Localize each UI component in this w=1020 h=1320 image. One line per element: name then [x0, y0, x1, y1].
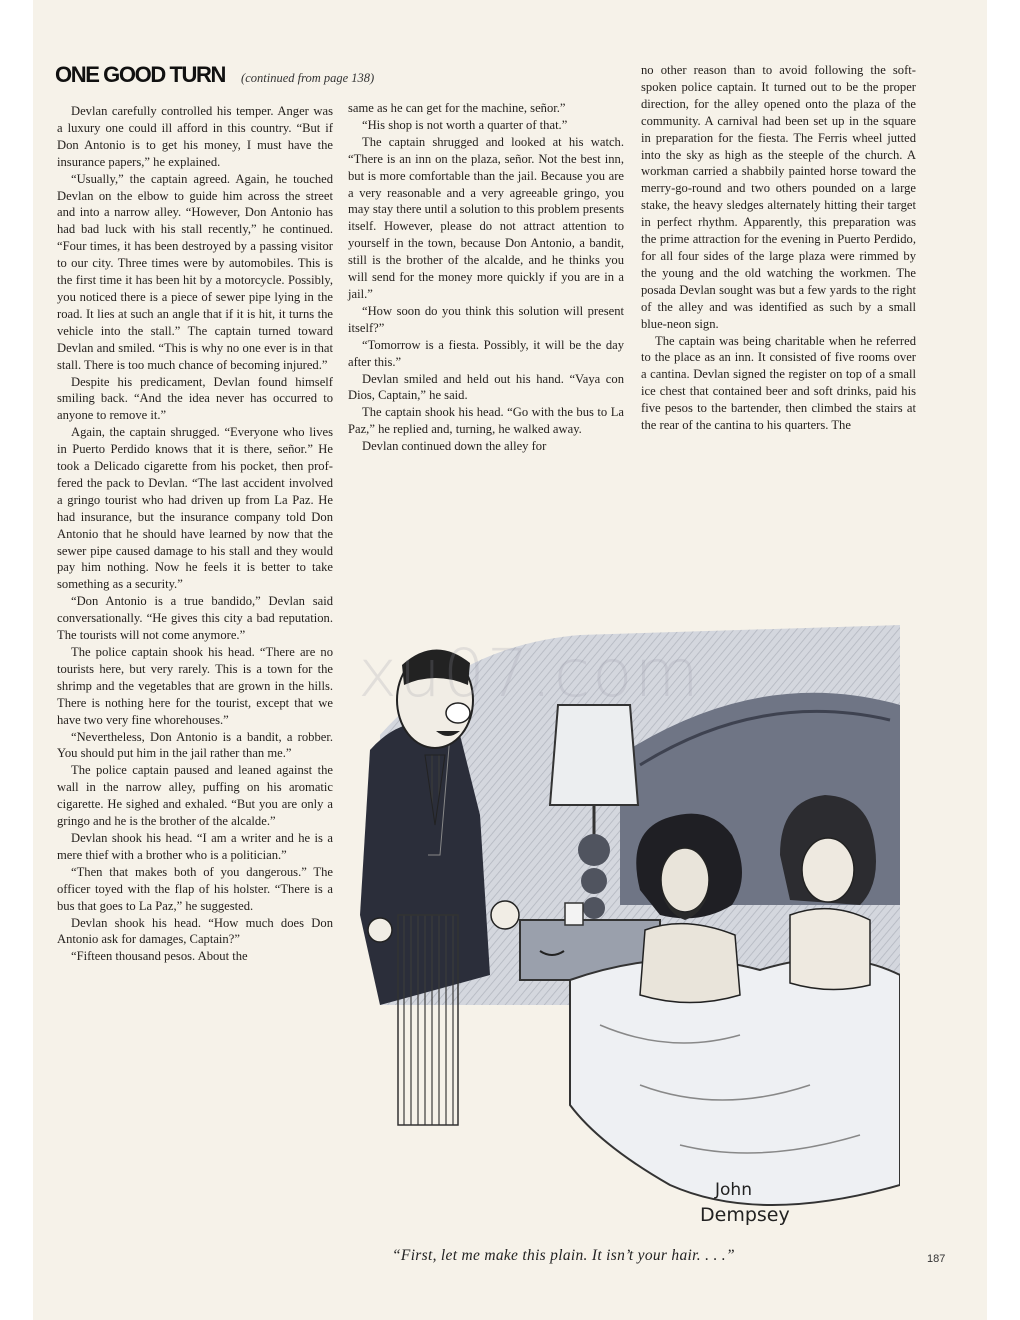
paragraph: “How soon do you think this solution will present itself?”	[348, 303, 624, 335]
paragraph: Devlan carefully controlled his temper. Anger was a luxury one could ill afford in this country. “But if Don Antonio is to get his money, I must have the insurance papers,” he explained.	[57, 104, 333, 169]
cartoon-drawing	[340, 585, 900, 1245]
watermark: xu07.com	[358, 635, 701, 712]
paragraph: The captain was being charitable when he referred to the place as an inn. It consisted of five rooms over a cantina. Devlan signed the register on top of a small ice chest that contained beer and soft drinks, paid his five pesos to the bartender, then climbed the stairs at the rear of the cantina to his quarters. The	[641, 333, 916, 433]
paragraph: The police captain shook his head. “There are no tourists here, but very rarely. This is a town for the shrimp and the vegetables that are grown in the hills. There is nothing here for the tourist, except that we have two very fine whorehouses.”	[57, 645, 333, 727]
paragraph: Devlan shook his head. “How much does Don Antonio ask for damages, Captain?”	[57, 915, 333, 947]
paragraph: “His shop is not worth a quarter of that.”	[362, 117, 568, 132]
paragraph: “Usually,” the captain agreed. Again, he touched Devlan on the elbow to guide him across the street and into a narrow alley. “However, Don Antonio has had bad luck with his stall recently,” he continued. “Four times, it has been destroyed by a passing visitor to our city. Three times were by automobiles. This is the first time it has been hit by a motorcycle. Possibly, you noticed there is a piece of sewer pipe lying in the road. It lies at such an angle that if it is hit, it turns the vehicle into the stall.” The captain turned toward Devlan and smiled. “This is why no one ever is in that stall. There is too much chance of becoming injured.”	[57, 171, 333, 372]
paragraph: “Don Antonio is a true bandido,” Devlan said conversationally. “He gives this city a bad reputation. The tourists will not come anymore.”	[57, 594, 333, 643]
paragraph: “Tomorrow is a fiesta. Possibly, it will be the day after this.”	[348, 337, 624, 369]
paragraph: same as he can get for the machine, señor.”	[348, 101, 566, 115]
column-1-body	[57, 103, 333, 965]
article-title: ONE GOOD TURN	[55, 62, 226, 87]
paragraph: Devlan continued down the alley for	[362, 439, 547, 454]
paragraph: Devlan smiled and held out his hand. “Vaya con Dios, Captain,” he said.	[348, 371, 624, 403]
paragraph: Despite his predicament, Devlan found himself smiling back. “And the idea never has occurred to anyone to remove it.”	[57, 374, 333, 423]
paragraph: Devlan shook his head. “I am a writer and he is a mere thief with a brother who is a politician.”	[57, 830, 333, 862]
cartoon-illustration	[340, 585, 900, 1245]
cartoon-caption: “First, let me make this plain. It isn’t your hair. . . .”	[392, 1247, 735, 1264]
striped-trousers	[398, 915, 458, 1125]
paragraph: “Nevertheless, Don Antonio is a bandit, a robber. You should put him in the jail rather than me.”	[57, 729, 333, 761]
article-column-3	[641, 62, 916, 434]
continued-note: (continued from page 138)	[241, 71, 375, 85]
paragraph: “Then that makes both of you dangerous.” The officer toyed with the flap of his holster. “There is a bus that goes to La Paz,” he suggested.	[57, 864, 333, 913]
paragraph: “Fifteen thousand pesos. About the	[71, 949, 248, 964]
paragraph: The captain shrugged and looked at his watch. “There is an inn on the plaza, señor. Not the best inn, but is more comfortable than the jail. Because you are a very reasonable and a very agreeable gringo, you may stay there until a solution to this problem presents itself. However, please do not attract attention to yourself in the town, because Don Antonio, a bandit, still is the brother of the alcalde, and he thinks you will send for the money more quickly if you are in a jail.”	[348, 134, 624, 301]
paragraph: no other reason than to avoid following the soft-spoken police captain. It turned out to be the proper direction, for the alley opened onto the plaza of the community. A carnival had been set up in the square in preparation for the fiesta. The Ferris wheel jutted into the sky as high as the steeple of the church. A workman carried a shabbily painted horse toward the merry-go-round and two others pounded on a large stake, the heavy sledges alternately hitting their target in perfect rhythm. Apparently, this preparation was the prime attraction for the evening in Puerto Perdido, for all four sides of the large plaza were rimmed by the young and the old watching the workmen. The posada Devlan sought was but a few yards to the right of the alley and was identified as such by a small blue-neon sign.	[641, 63, 916, 331]
woman-in-bed	[780, 795, 876, 990]
paragraph: The police captain paused and leaned against the wall in the narrow alley, puffing on his aromatic cigarette. He sighed and exhaled. “But you are only a gringo and he is the brother of the alcalde.”	[57, 763, 333, 829]
paragraph: The captain shook his head. “Go with the bus to La Paz,” he replied and, turning, he walked away.	[348, 405, 624, 437]
article-headline	[55, 62, 375, 89]
article-column-2	[348, 100, 624, 455]
artist-signature-line2: Dempsey	[700, 1204, 790, 1226]
paragraph: Again, the captain shrugged. “Everyone who lives in Puerto Perdido knows that it is there, señor.” He took a Delicado cigarette from his pocket, then proffered the pack to Devlan. “The last accident involved a gringo tourist who had driven up from La Paz. He had insurance, but the insurance company told Don Antonio that he should have learned by now that the sewer pipe caused damage to his stall and they would pay him nothing. Now he feels it is better to take something as a security.”	[57, 425, 333, 592]
page-number: 187	[927, 1253, 946, 1265]
artist-signature-line1: John	[715, 1180, 752, 1200]
article-column-1	[55, 62, 375, 965]
